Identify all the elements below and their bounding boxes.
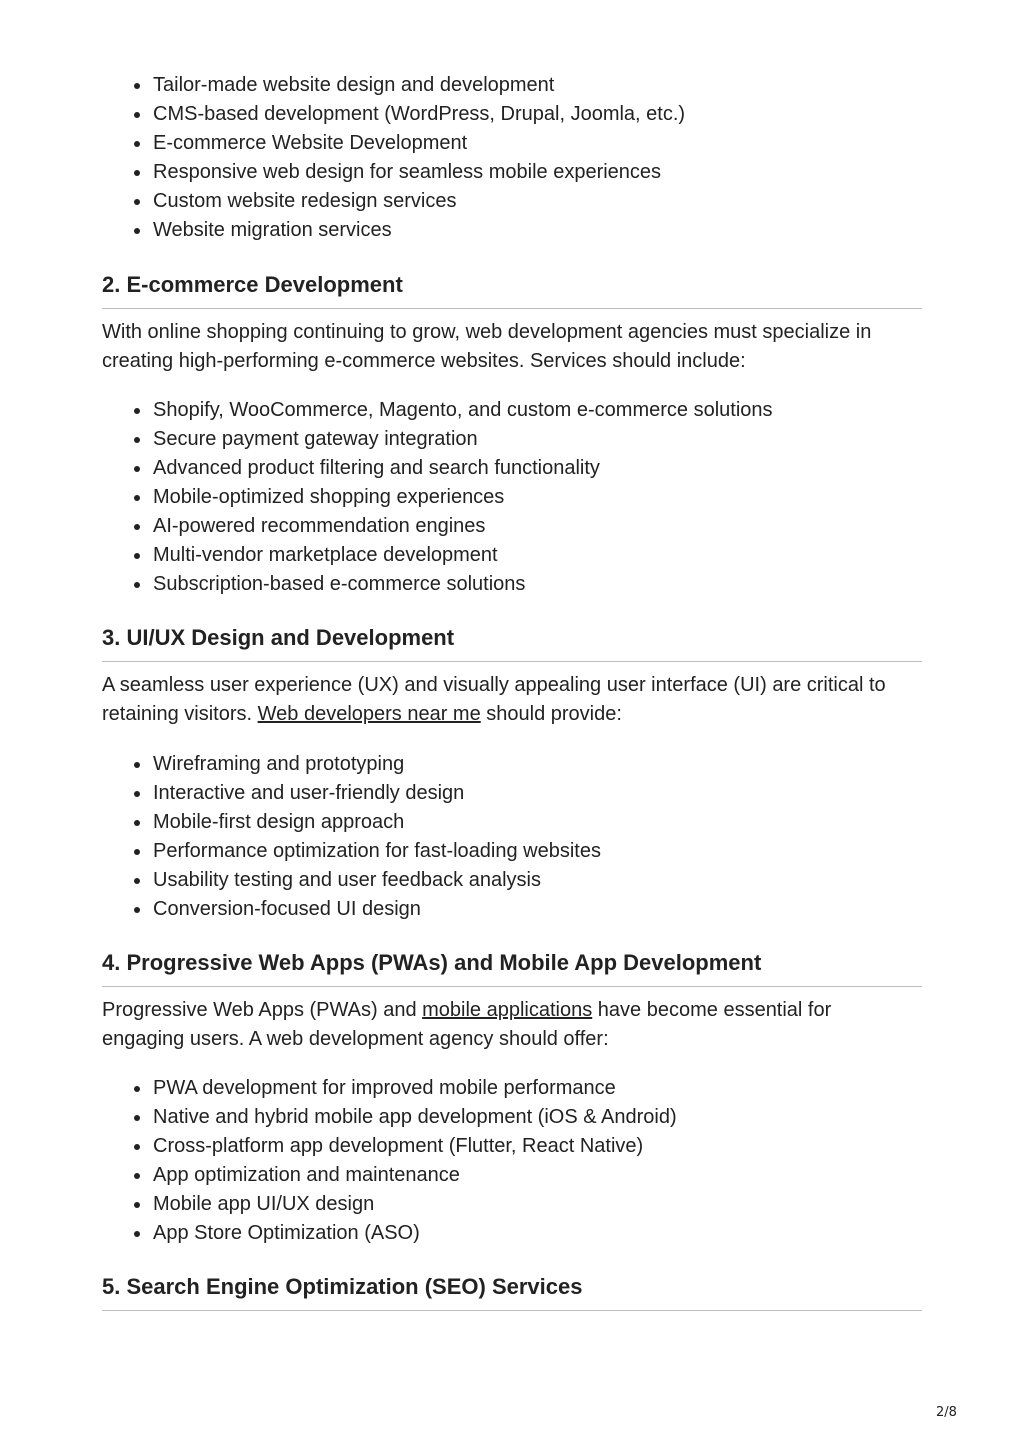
page-number: 2/8 <box>936 1405 957 1420</box>
section-heading-seo: 5. Search Engine Optimization (SEO) Services <box>102 1273 922 1311</box>
paragraph-text: Progressive Web Apps (PWAs) and <box>102 999 423 1021</box>
list-item: Responsive web design for seamless mobile experiences <box>102 158 685 187</box>
section-heading-uiux: 3. UI/UX Design and Development <box>102 624 922 662</box>
list-item: Performance optimization for fast-loading websites <box>102 837 601 866</box>
section-paragraph <box>102 318 871 376</box>
pwa-services-list <box>102 1074 677 1248</box>
section-heading-pwa: 4. Progressive Web Apps (PWAs) and Mobile App Development <box>102 949 922 987</box>
section-paragraph <box>102 671 886 729</box>
list-item: PWA development for improved mobile performance <box>102 1074 677 1103</box>
list-item: Mobile app UI/UX design <box>102 1190 677 1219</box>
list-item: App optimization and maintenance <box>102 1161 677 1190</box>
paragraph-line: creating high-performing e-commerce websites. Services should include: <box>102 350 746 372</box>
list-item: Secure payment gateway integration <box>102 425 773 454</box>
section-paragraph <box>102 996 831 1054</box>
paragraph-line: engaging users. A web development agency should offer: <box>102 1028 609 1050</box>
web-developers-near-me-link[interactable]: Web developers near me <box>257 703 481 725</box>
list-item: Interactive and user-friendly design <box>102 779 601 808</box>
paragraph-text: retaining visitors. <box>102 703 258 725</box>
paragraph-text: have become essential for <box>592 999 832 1021</box>
list-item: E-commerce Website Development <box>102 129 685 158</box>
mobile-applications-link[interactable]: mobile applications <box>422 999 593 1021</box>
list-item: Custom website redesign services <box>102 187 685 216</box>
list-item: Website migration services <box>102 216 685 245</box>
list-item: Tailor-made website design and development <box>102 71 685 100</box>
list-item: CMS-based development (WordPress, Drupal, Joomla, etc.) <box>102 100 685 129</box>
list-item: AI-powered recommendation engines <box>102 512 773 541</box>
list-item: Native and hybrid mobile app development (iOS & Android) <box>102 1103 677 1132</box>
list-item: Usability testing and user feedback analysis <box>102 866 601 895</box>
paragraph-text: should provide: <box>480 703 622 725</box>
list-item: Mobile-first design approach <box>102 808 601 837</box>
section-heading-ecommerce: 2. E-commerce Development <box>102 271 922 309</box>
list-item: Shopify, WooCommerce, Magento, and custom e-commerce solutions <box>102 396 773 425</box>
paragraph-line: A seamless user experience (UX) and visually appealing user interface (UI) are critical to <box>102 674 886 696</box>
list-item: App Store Optimization (ASO) <box>102 1219 677 1248</box>
list-item: Multi-vendor marketplace development <box>102 541 773 570</box>
uiux-services-list <box>102 750 601 924</box>
paragraph-line: With online shopping continuing to grow, web development agencies must specialize in <box>102 321 872 343</box>
list-item: Wireframing and prototyping <box>102 750 601 779</box>
ecommerce-services-list <box>102 396 773 599</box>
list-item: Advanced product filtering and search functionality <box>102 454 773 483</box>
list-item: Conversion-focused UI design <box>102 895 601 924</box>
list-item: Cross-platform app development (Flutter, React Native) <box>102 1132 677 1161</box>
list-item: Subscription-based e-commerce solutions <box>102 570 773 599</box>
list-item: Mobile-optimized shopping experiences <box>102 483 773 512</box>
services-list <box>102 71 685 245</box>
